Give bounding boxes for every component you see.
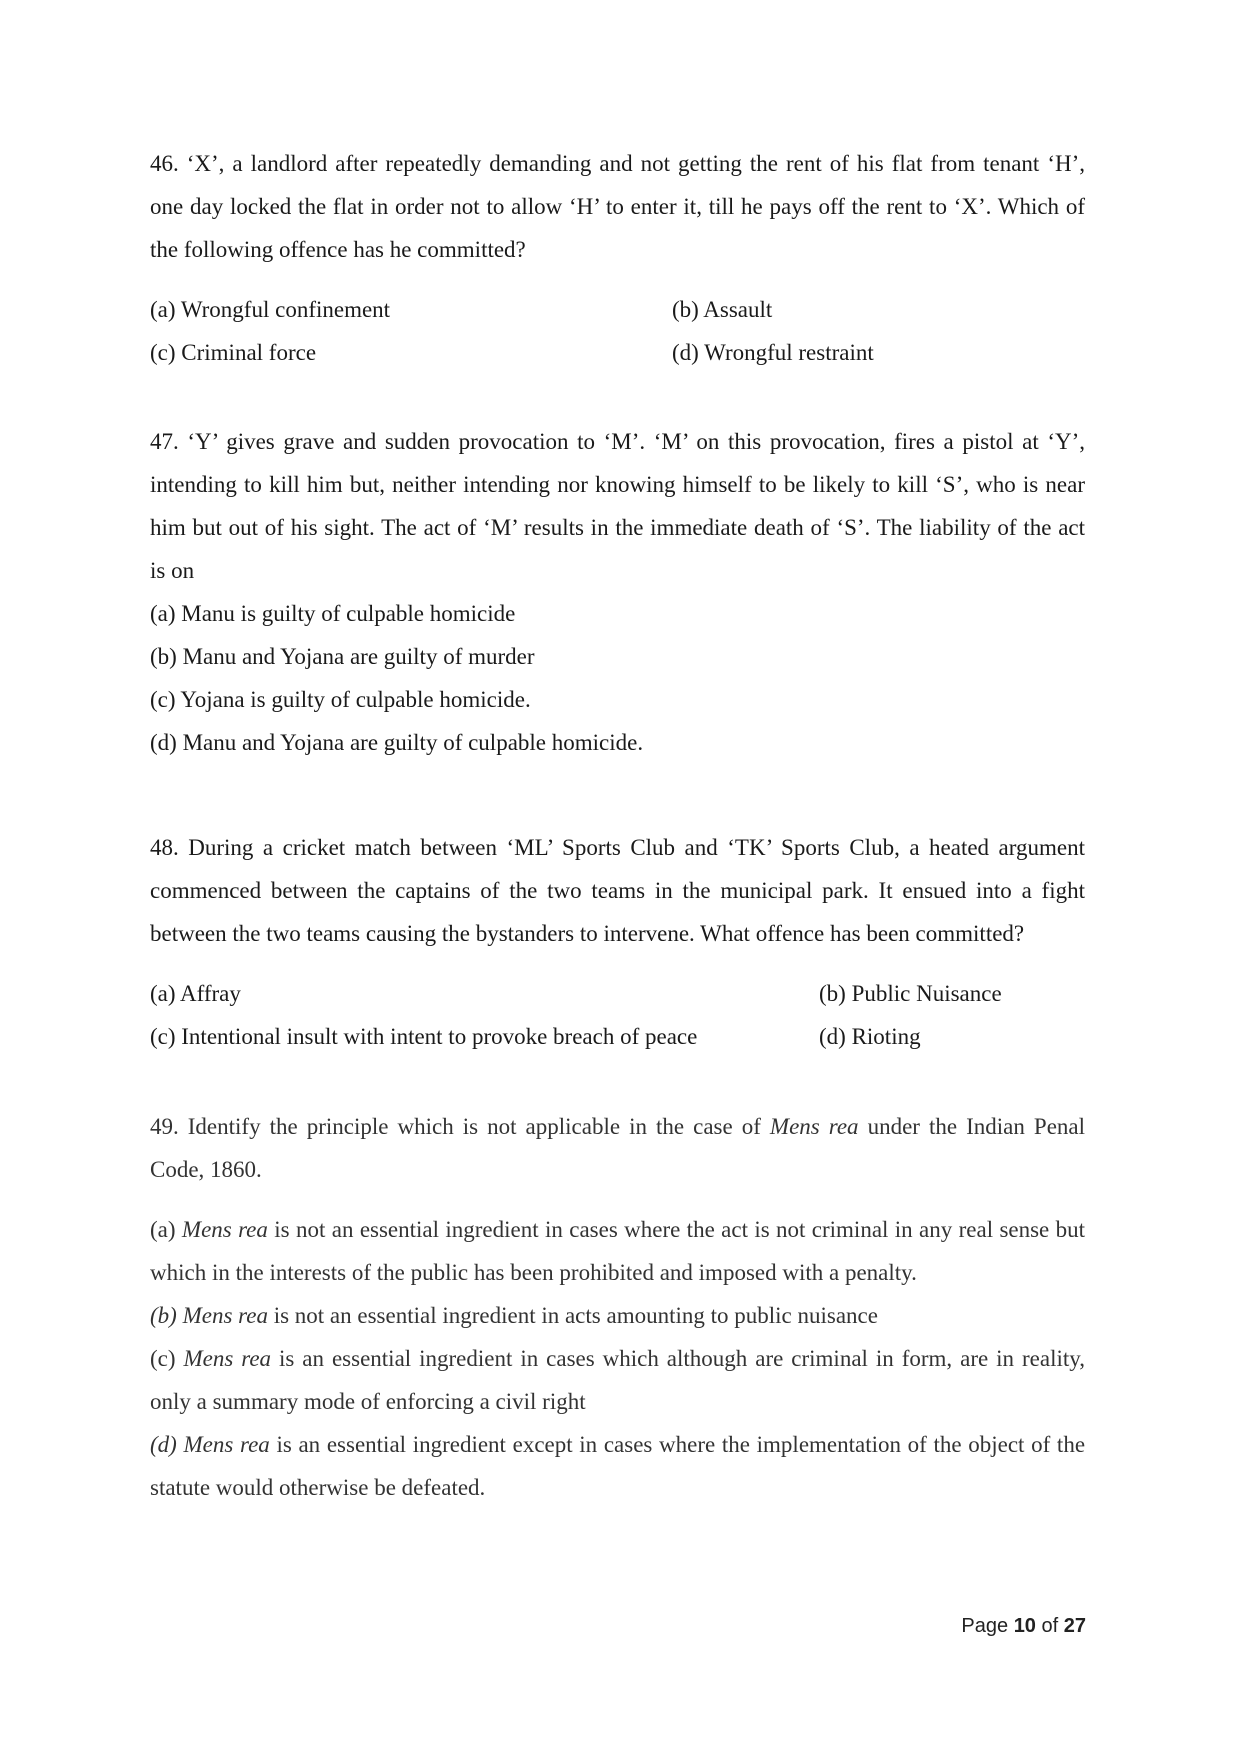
option-48-d: (d) Rioting — [819, 1024, 921, 1049]
option-47-a: (a) Manu is guilty of culpable homicide — [150, 601, 516, 626]
of-word: of — [1041, 1615, 1059, 1637]
option-47-c: (c) Yojana is guilty of culpable homicide. — [150, 687, 531, 712]
option-49-b-term: Mens rea — [182, 1303, 268, 1328]
option-48-b: (b) Public Nuisance — [819, 981, 1002, 1006]
option-47-d: (d) Manu and Yojana are guilty of culpable homicide. — [150, 730, 644, 755]
page-word: Page — [961, 1615, 1009, 1637]
option-49-c-term: Mens rea — [183, 1346, 272, 1371]
current-page: 10 — [1013, 1615, 1036, 1637]
option-46-b: (b) Assault — [672, 297, 773, 322]
question-49-stem-term: Mens rea — [769, 1114, 859, 1139]
question-49-stem-before: 49. Identify the principle which is not applicable in the case of — [150, 1114, 761, 1139]
option-49-a-term: Mens rea — [181, 1217, 268, 1242]
option-49-a-text: is not an essential ingredient in cases where the act is not criminal in any real sense but which in the interests of the public has been prohibited and imposed with a penalty. — [150, 1217, 1086, 1285]
option-49-b-prefix: (b) — [150, 1303, 177, 1328]
total-pages: 27 — [1063, 1615, 1086, 1637]
option-48-a: (a) Affray — [150, 981, 241, 1006]
question-48-stem: 48. During a cricket match between ‘ML’ Sports Club and ‘TK’ Sports Club, a heated argument commenced between the captains of the two teams in the municipal park. It ensued into a fight between the two teams causing the bystanders to intervene. What offence has been committed? — [150, 835, 1085, 946]
question-49-stem-after: under the Indian Penal Code, 1860. — [150, 1114, 1085, 1182]
question-49-stem — [150, 1105, 1085, 1191]
question-46-stem: 46. ‘X’, a landlord after repeatedly demanding and not getting the rent of his flat from tenant ‘H’, one day locked the flat in order not to allow ‘H’ to enter it, till he pays off the rent to ‘X’. Which of the following offence has he committed? — [150, 151, 1085, 262]
option-46-a: (a) Wrongful confinement — [150, 297, 391, 322]
option-49-c-text: is an essential ingredient in cases which although are criminal in form, are in reality, only a summary mode of enforcing a civil right — [150, 1346, 1085, 1414]
option-48-c: (c) Intentional insult with intent to provoke breach of peace — [150, 1024, 698, 1049]
option-47-b: (b) Manu and Yojana are guilty of murder — [150, 644, 535, 669]
option-46-c: (c) Criminal force — [150, 340, 317, 365]
question-47-stem: 47. ‘Y’ gives grave and sudden provocation to ‘M’. ‘M’ on this provocation, fires a pistol at ‘Y’, intending to kill him but, neither intending nor knowing himself to be likely to kill ‘S’, who is near him but out of his sight. The act of ‘M’ results in the immediate death of ‘S’. The liability of the act is on — [150, 429, 1085, 583]
option-49-d-term: Mens rea — [183, 1432, 270, 1457]
question-46-options-row-2 — [150, 331, 1085, 374]
option-49-b — [150, 1294, 1085, 1337]
option-46-d: (d) Wrongful restraint — [672, 340, 874, 365]
option-49-d-prefix: (d) — [150, 1432, 177, 1457]
option-49-a-prefix: (a) — [150, 1217, 176, 1242]
question-46-options-row-1 — [150, 288, 1085, 331]
question-46 — [150, 142, 1085, 374]
page-number — [961, 1615, 1086, 1638]
option-49-b-text: is not an essential ingredient in acts amounting to public nuisance — [273, 1303, 878, 1328]
question-48-options-row-2 — [150, 1015, 1085, 1058]
option-49-a — [150, 1208, 1085, 1294]
question-49 — [150, 1105, 1085, 1509]
option-49-d-text: is an essential ingredient except in cases where the implementation of the object of the statute would otherwise be defeated. — [150, 1432, 1086, 1500]
option-49-c — [150, 1337, 1085, 1423]
option-49-d — [150, 1423, 1085, 1509]
question-48-options-row-1 — [150, 972, 1085, 1015]
option-49-c-prefix: (c) — [150, 1346, 176, 1371]
question-48 — [150, 826, 1085, 1058]
question-47 — [150, 420, 1085, 764]
